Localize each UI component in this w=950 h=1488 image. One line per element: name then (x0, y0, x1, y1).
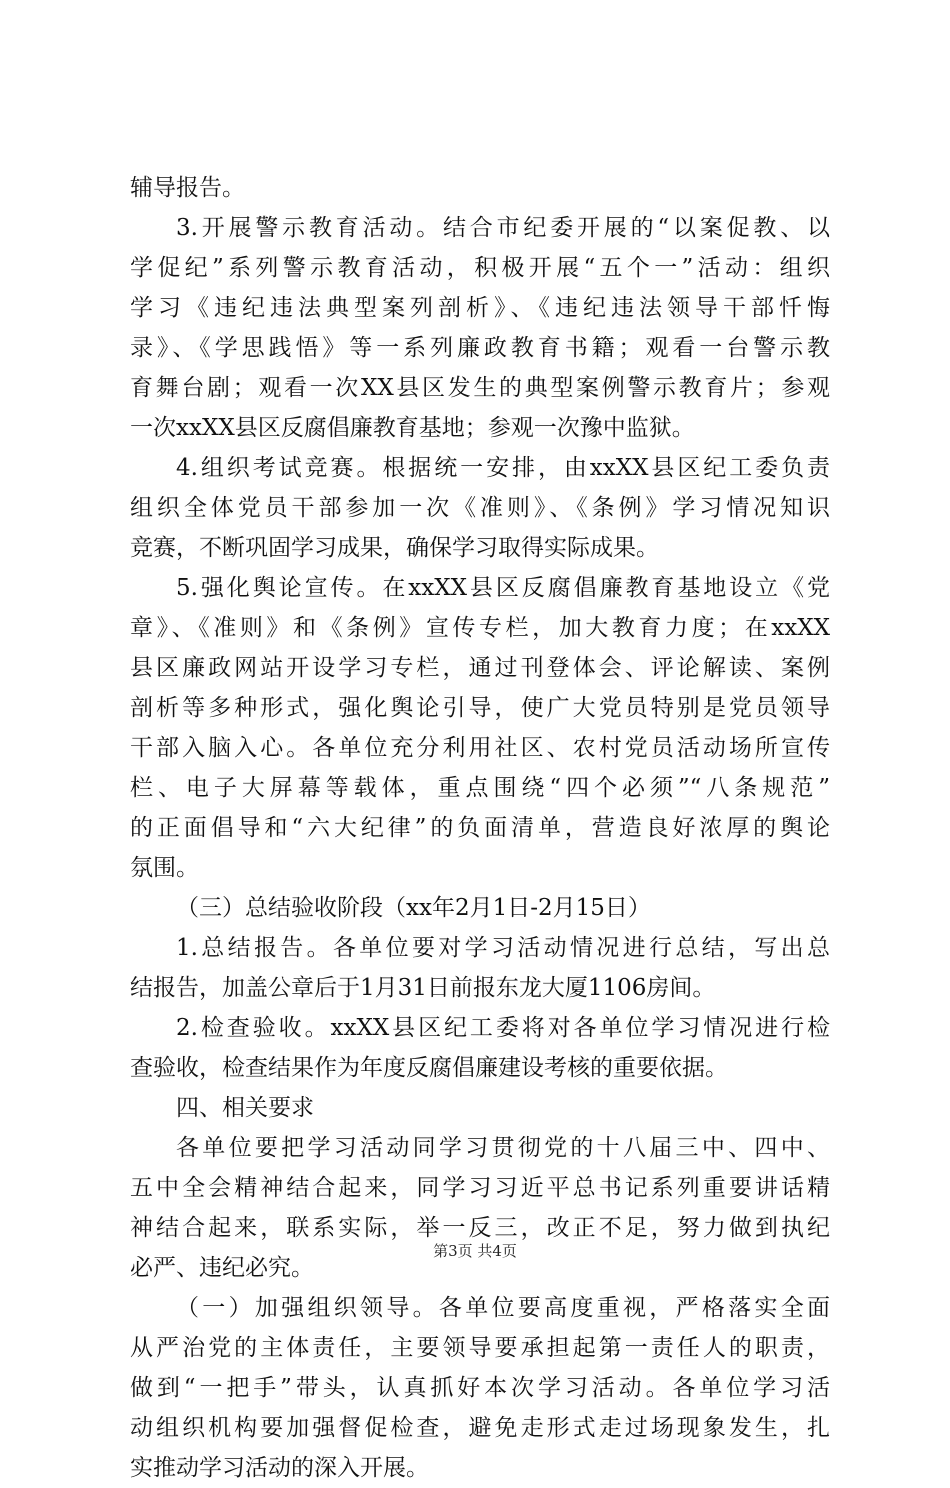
text-line: （三）总结验收阶段（xx年2月1日-2月15日） (176, 895, 651, 921)
text-line: 5.强化舆论宣传。在xxXX县区反腐倡廉教育基地设立《党 (176, 575, 830, 601)
text-line: 章》、《准则》和《条例》宣传专栏，加大教育力度；在xxXX (130, 615, 830, 641)
text-line: 各单位要把学习活动同学习贯彻党的十八届三中、四中、 (176, 1135, 830, 1161)
text-line: 四、相关要求 (176, 1095, 314, 1121)
page-footer: 第3页 共4页 (433, 1242, 517, 1260)
text-line: 神结合起来，联系实际，举一反三，改正不足，努力做到执纪 (130, 1215, 830, 1241)
text-line: 栏、电子大屏幕等载体，重点围绕“四个必须”“八条规范” (130, 775, 830, 801)
text-line: 1.总结报告。各单位要对学习活动情况进行总结，写出总 (176, 935, 830, 961)
text-line: 竞赛，不断巩固学习成果，确保学习取得实际成果。 (130, 535, 659, 561)
text-line: 2.检查验收。xxXX县区纪工委将对各单位学习情况进行检 (176, 1015, 830, 1041)
text-line: 县区廉政网站开设学习专栏，通过刊登体会、评论解读、案例 (130, 655, 830, 681)
text-line: 结报告，加盖公章后于1月31日前报东龙大厦1106房间。 (130, 975, 716, 1001)
text-line: 必严、违纪必究。 (130, 1255, 314, 1281)
text-line: 的正面倡导和“六大纪律”的负面清单，营造良好浓厚的舆论 (130, 815, 830, 841)
text-line: 3.开展警示教育活动。结合市纪委开展的“以案促教、以 (176, 215, 830, 241)
text-line: 辅导报告。 (130, 175, 245, 201)
text-line: 学促纪”系列警示教育活动，积极开展“五个一”活动：组织 (130, 255, 830, 281)
text-line: 组织全体党员干部参加一次《准则》、《条例》学习情况知识 (130, 495, 830, 521)
text-line: 从严治党的主体责任，主要领导要承担起第一责任人的职责， (130, 1335, 830, 1361)
text-line: 育舞台剧；观看一次XX县区发生的典型案例警示教育片；参观 (130, 375, 830, 401)
text-line: 剖析等多种形式，强化舆论引导，使广大党员特别是党员领导 (130, 695, 830, 721)
text-line: 查验收，检查结果作为年度反腐倡廉建设考核的重要依据。 (130, 1055, 728, 1081)
text-line: 实推动学习活动的深入开展。 (130, 1455, 429, 1481)
text-line: 干部入脑入心。各单位充分利用社区、农村党员活动场所宣传 (130, 735, 830, 761)
text-line: 学习《违纪违法典型案列剖析》、《违纪违法领导干部忏悔 (130, 295, 830, 321)
text-line: 做到“一把手”带头，认真抓好本次学习活动。各单位学习活 (130, 1375, 830, 1401)
text-line: （一）加强组织领导。各单位要高度重视，严格落实全面 (176, 1295, 830, 1321)
text-line: 一次xxXX县区反腐倡廉教育基地；参观一次豫中监狱。 (130, 415, 695, 441)
document-body (130, 168, 830, 1488)
text-line: 动组织机构要加强督促检查，避免走形式走过场现象发生，扎 (130, 1415, 830, 1441)
text-line: 氛围。 (130, 855, 199, 881)
text-line: 4.组织考试竞赛。根据统一安排，由xxXX县区纪工委负责 (176, 455, 830, 481)
text-line: 录》、《学思践悟》等一系列廉政教育书籍；观看一台警示教 (130, 335, 830, 361)
text-line: 五中全会精神结合起来，同学习习近平总书记系列重要讲话精 (130, 1175, 830, 1201)
